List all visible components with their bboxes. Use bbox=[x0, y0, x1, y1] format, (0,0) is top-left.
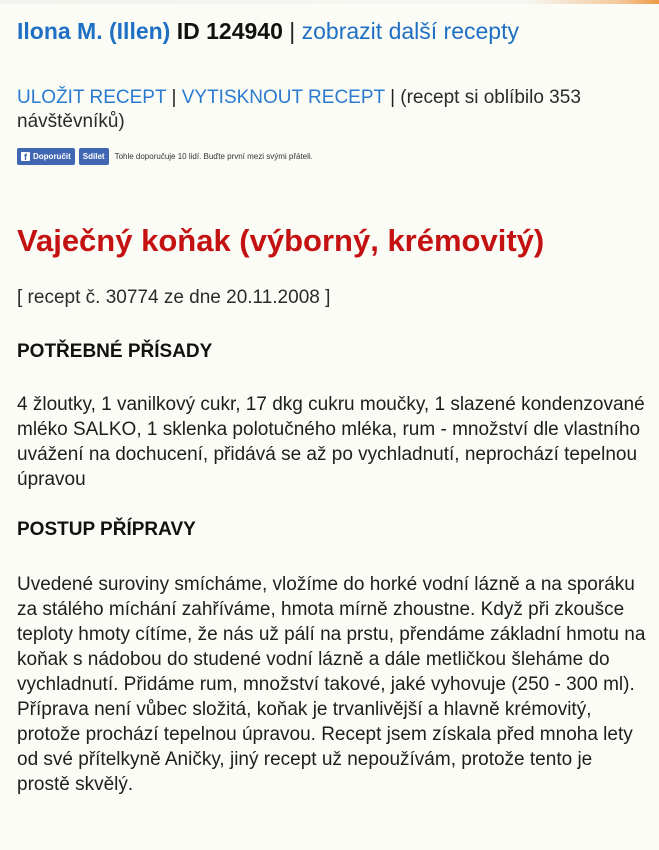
save-recipe-link[interactable]: ULOŽIT RECEPT bbox=[17, 87, 167, 108]
author-id: ID 124940 bbox=[176, 18, 283, 44]
ingredients-heading: POTŘEBNÉ PŘÍSADY bbox=[17, 341, 213, 362]
author-line bbox=[17, 14, 649, 48]
share-button-label: Sdílet bbox=[82, 151, 105, 161]
top-strip bbox=[0, 0, 659, 4]
recommend-button[interactable] bbox=[17, 148, 75, 165]
more-recipes-link[interactable]: zobrazit další recepty bbox=[301, 18, 519, 44]
procedure-heading: POSTUP PŘÍPRAVY bbox=[17, 519, 196, 540]
popularity-text: (recept si oblíbilo 353 návštěvníků) bbox=[17, 87, 581, 132]
actions-separator-2: | bbox=[390, 87, 395, 108]
author-separator: | bbox=[289, 18, 296, 44]
ingredients-text: 4 žloutky, 1 vanilkový cukr, 17 dkg cukru moučky, 1 slazené kondenzované mléko SALKO, 1 sklenka polotučného mléka, rum - množství dle vlastního uvážení na dochucení, přidává se až po vychladnutí, neprochází tepelnou úpravou bbox=[17, 394, 645, 490]
recommend-button-label: Doporučit bbox=[33, 151, 71, 161]
facebook-icon: f bbox=[21, 152, 30, 161]
author-name-link[interactable]: Ilona M. (Illen) bbox=[17, 18, 171, 44]
facebook-recommend-text: Tohle doporučuje 10 lidí. Buďte první mezi svými přáteli. bbox=[114, 151, 313, 161]
procedure-text: Uvedené suroviny smícháme, vložíme do horké vodní lázně a na sporáku za stálého míchání zahříváme, hmota mírně zhoustne. Když při zkoušce teploty hmoty cítíme, že nás už pálí na prstu, přendáme základní hmotu na koňak s nádobou do studené vodní lázně a dále metličkou šleháme do vychladnutí. Přidáme rum, množství takové, jaké vyhovuje (250 - 300 ml). Příprava není vůbec složitá, koňak je trvanlivější a hlavně krémovitý, protože prochází tepelnou úpravou. Recept jsem získala před mnoha lety od své přítelkyně Aničky, jiný recept už nepoužívám, protože tento je prostě skvělý. bbox=[17, 574, 646, 795]
recipe-actions bbox=[17, 86, 649, 134]
recipe-meta: [ recept č. 30774 ze dne 20.11.2008 ] bbox=[17, 287, 331, 308]
recipe-page bbox=[17, 14, 649, 797]
print-recipe-link[interactable]: VYTISKNOUT RECEPT bbox=[181, 87, 385, 108]
facebook-widget bbox=[17, 146, 649, 166]
share-button[interactable] bbox=[79, 148, 109, 165]
recipe-title: Vaječný koňak (výborný, krémovitý) bbox=[17, 223, 545, 258]
actions-separator-1: | bbox=[171, 87, 177, 108]
